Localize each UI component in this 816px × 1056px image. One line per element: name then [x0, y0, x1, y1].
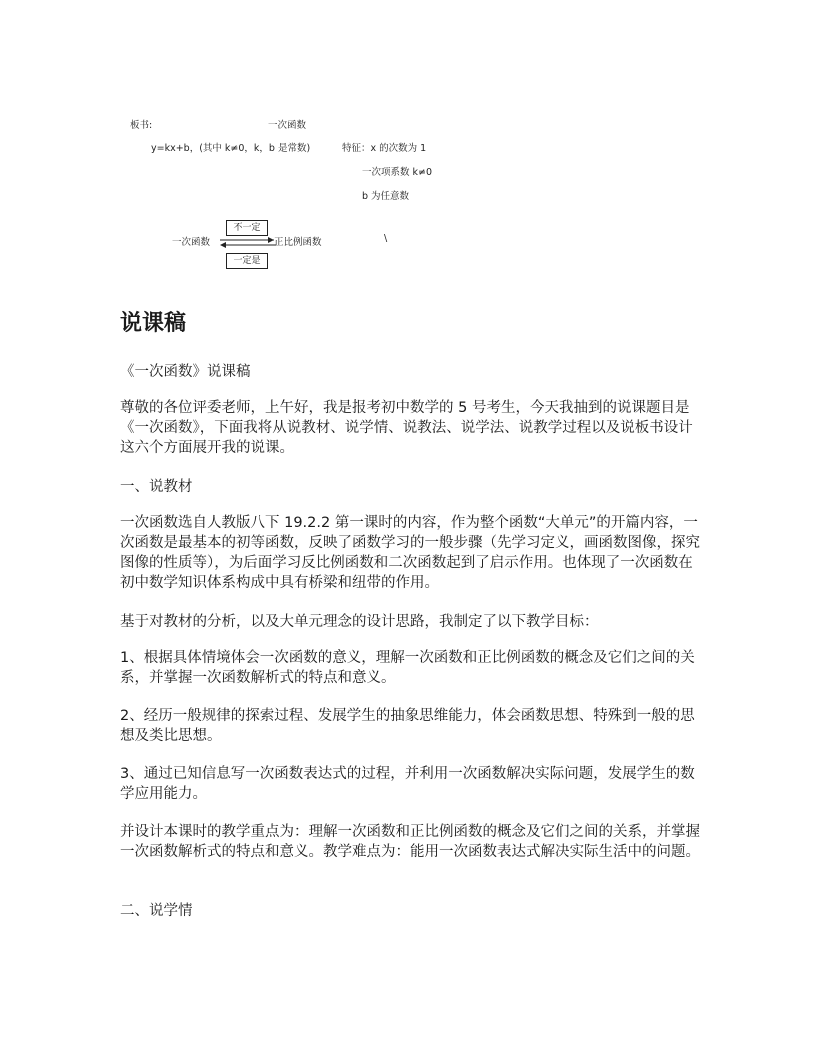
board-node-linear: 一次函数 [172, 237, 211, 248]
paragraph-textbook: 一次函数选自人教版八下 19.2.2 第一课时的内容，作为整个函数“大单元”的开篇内容，一次函数是最基本的初等函数，反映了函数学习的一般步骤（先学习定义，画函数图像，探究图像的性质等），为后面学习反比例函数和二次函数起到了启示作用。也体现了一次函数在初中数学知识体系构成中具有桥梁和纽带的作用。 [120, 515, 700, 591]
heading-students: 二、说学情 [120, 903, 193, 919]
doc-subtitle: 《一次函数》说课稿 [120, 364, 251, 380]
paragraph-key-points: 并设计本课时的教学重点为：理解一次函数和正比例函数的概念及它们之间的关系，并掌握一次函数解析式的特点和意义。教学难点为：能用一次函数表达式解决实际生活中的问题。 [120, 824, 700, 860]
board-stray-mark: \ [384, 233, 388, 244]
paragraph-goals-intro: 基于对教材的分析，以及大单元理念的设计思路，我制定了以下教学目标： [120, 614, 599, 630]
arrow-left-head [220, 242, 226, 248]
heading-textbook: 一、说教材 [120, 479, 193, 495]
board-node-proportional: 正比例函数 [274, 237, 322, 248]
board-formula: y=kx+b，(其中 k≠0，k，b 是常数) [151, 143, 311, 154]
board-feature-degree: 特征：x 的次数为 1 [342, 143, 427, 154]
board-feature-b: b 为任意数 [362, 191, 410, 202]
page-title: 说课稿 [120, 311, 187, 336]
board-feature-k: 一次项系数 k≠0 [362, 167, 433, 178]
paragraph-intro: 尊敬的各位评委老师，上午好，我是报考初中数学的 5 号考生，今天我抽到的说课题目是《一次函数》，下面我将从说教材、说学情、说教法、说学法、说教学过程以及说板书设计这六个方面展开我的说课。 [120, 400, 693, 456]
board-box-necessarily: 一定是 [226, 253, 268, 269]
board-header: 一次函数 [268, 120, 307, 131]
board-arrows [218, 228, 278, 258]
board-box-not-necessarily: 不一定 [226, 220, 268, 236]
paragraph-goal-2: 2、经历一般规律的探索过程、发展学生的抽象思维能力，体会函数思想、特殊到一般的思想及类比思想。 [120, 708, 695, 744]
arrow-right-head [268, 237, 274, 243]
paragraph-goal-3: 3、通过已知信息写一次函数表达式的过程，并利用一次函数解决实际问题，发展学生的数学应用能力。 [120, 766, 695, 802]
paragraph-goal-1: 1、根据具体情境体会一次函数的意义，理解一次函数和正比例函数的概念及它们之间的关系，并掌握一次函数解析式的特点和意义。 [120, 650, 695, 686]
board-label: 板书: [130, 120, 153, 131]
